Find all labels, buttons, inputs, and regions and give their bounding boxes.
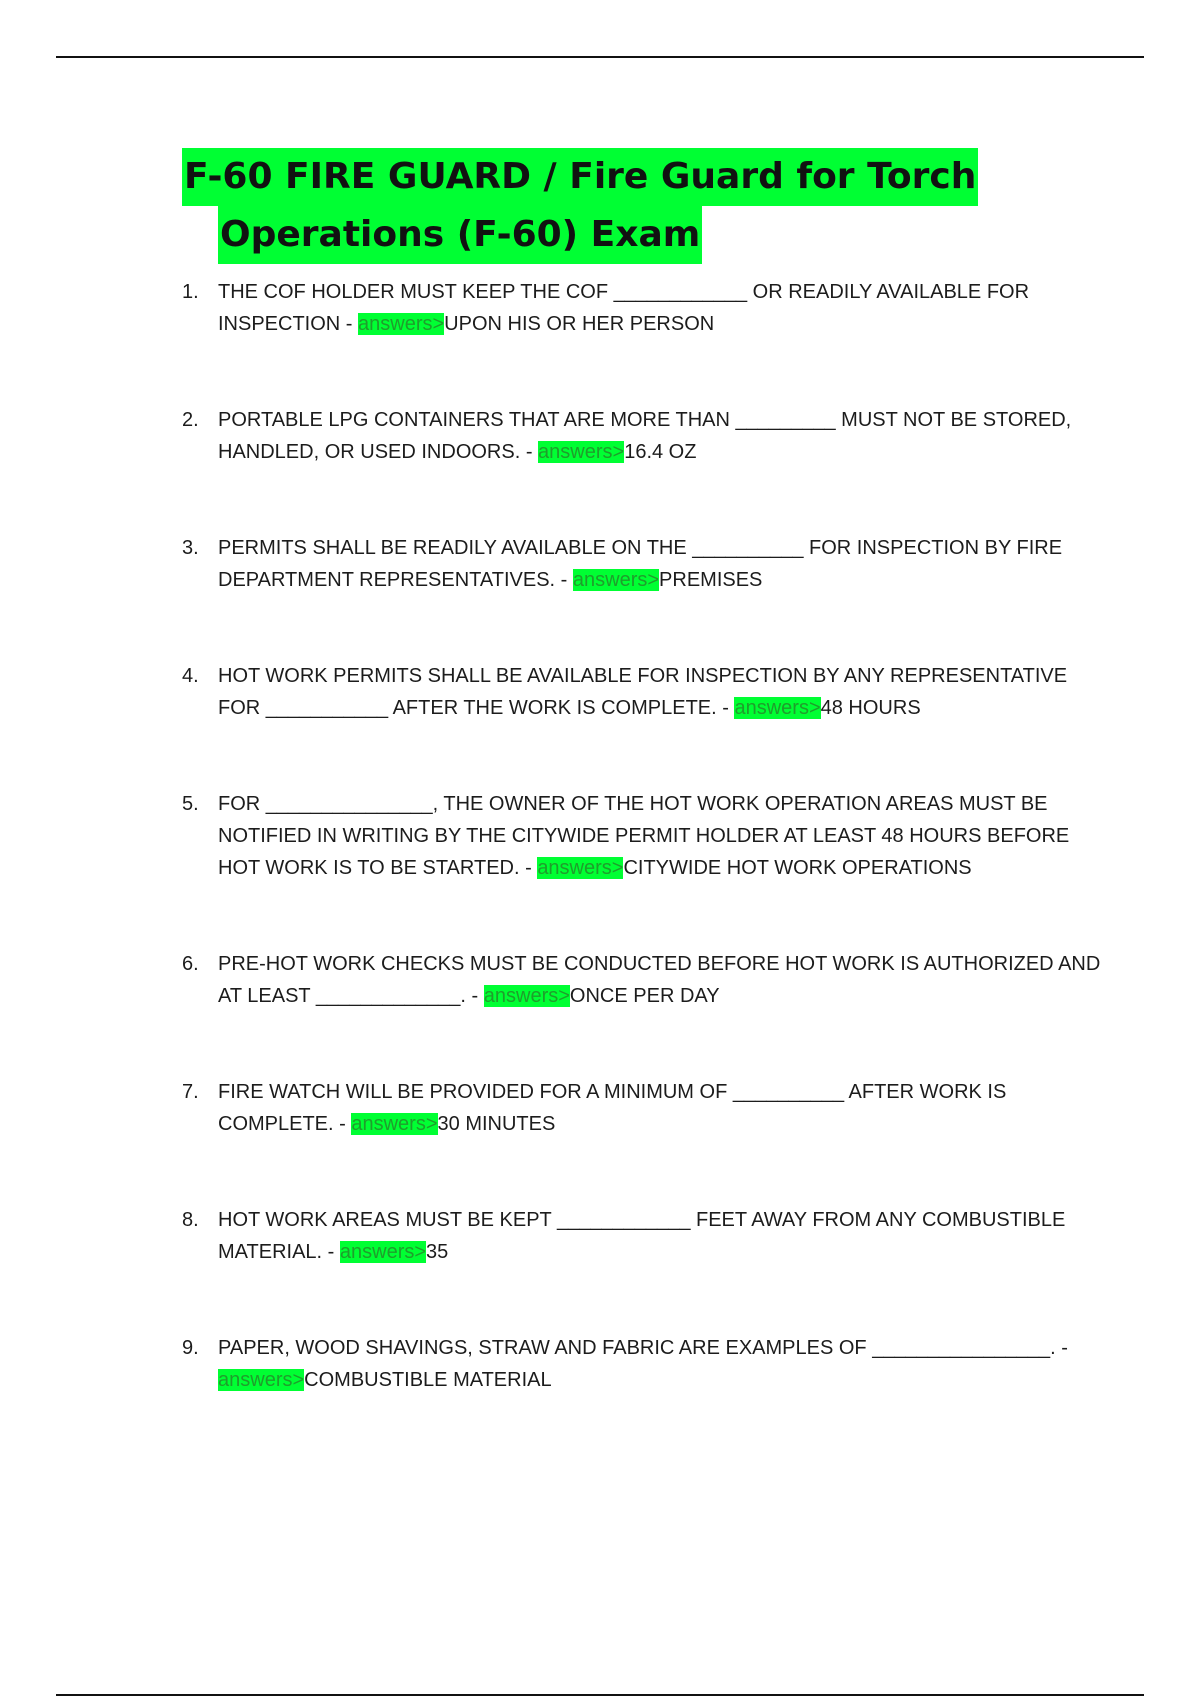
- answer-text: COMBUSTIBLE MATERIAL: [304, 1369, 552, 1391]
- answer-text: 48 HOURS: [820, 697, 921, 719]
- question-text: FIRE WATCH WILL BE PROVIDED FOR A MINIMUM OF __________ AFTER WORK IS COMPLETE. -: [218, 1081, 1007, 1135]
- question-item: [182, 948, 1102, 1012]
- question-text: HOT WORK PERMITS SHALL BE AVAILABLE FOR INSPECTION BY ANY REPRESENTATIVE FOR ___________ AFTER THE WORK IS COMPLETE. -: [218, 665, 1068, 719]
- title-line-1: F-60 FIRE GUARD / Fire Guard for Torch: [182, 148, 978, 206]
- question-text: PAPER, WOOD SHAVINGS, STRAW AND FABRIC ARE EXAMPLES OF ________________. -: [218, 1337, 1068, 1359]
- answer-text: CITYWIDE HOT WORK OPERATIONS: [623, 857, 972, 879]
- question-item: [182, 276, 1102, 340]
- answer-marker: answers>: [358, 313, 445, 335]
- answer-text: PREMISES: [659, 569, 763, 591]
- answer-text: 30 MINUTES: [437, 1113, 556, 1135]
- question-number: 1.: [182, 281, 199, 303]
- answer-marker: answers>: [351, 1113, 438, 1135]
- answer-text: ONCE PER DAY: [569, 985, 720, 1007]
- question-text: THE COF HOLDER MUST KEEP THE COF ____________ OR READILY AVAILABLE FOR INSPECTION -: [218, 281, 1030, 335]
- question-item: [182, 788, 1102, 884]
- title-line-2: Operations (F-60) Exam: [218, 206, 702, 264]
- answer-marker: answers>: [538, 441, 625, 463]
- question-number: 8.: [182, 1209, 199, 1231]
- question-number: 2.: [182, 409, 199, 431]
- question-number: 9.: [182, 1337, 199, 1359]
- answer-marker: answers>: [218, 1369, 305, 1391]
- question-item: [182, 404, 1102, 468]
- question-list: [182, 276, 1102, 1460]
- question-item: [182, 1076, 1102, 1140]
- question-item: [182, 1332, 1102, 1396]
- question-item: [182, 660, 1102, 724]
- question-item: [182, 532, 1102, 596]
- question-number: 6.: [182, 953, 199, 975]
- answer-marker: answers>: [572, 569, 660, 591]
- answer-text: 35: [426, 1241, 449, 1263]
- answer-marker: answers>: [483, 985, 570, 1007]
- question-number: 7.: [182, 1081, 199, 1103]
- bottom-rule: [56, 1694, 1144, 1696]
- answer-marker: answers>: [339, 1241, 427, 1263]
- answer-text: 16.4 OZ: [624, 441, 697, 463]
- question-text: PORTABLE LPG CONTAINERS THAT ARE MORE THAN _________ MUST NOT BE STORED, HANDLED, OR USED INDOORS. -: [218, 409, 1072, 463]
- question-text: FOR _______________, THE OWNER OF THE HOT WORK OPERATION AREAS MUST BE NOTIFIED IN WRITING BY THE CITYWIDE PERMIT HOLDER AT LEAST 48 HOURS BEFORE HOT WORK IS TO BE STARTED. -: [218, 793, 1070, 879]
- question-item: [182, 1204, 1102, 1268]
- question-text: PERMITS SHALL BE READILY AVAILABLE ON THE __________ FOR INSPECTION BY FIRE DEPARTMENT REPRESENTATIVES. -: [218, 537, 1063, 591]
- answer-marker: answers>: [537, 857, 624, 879]
- question-text: HOT WORK AREAS MUST BE KEPT ____________ FEET AWAY FROM ANY COMBUSTIBLE MATERIAL. -: [218, 1209, 1066, 1263]
- question-number: 3.: [182, 537, 199, 559]
- answer-text: UPON HIS OR HER PERSON: [444, 313, 715, 335]
- answer-marker: answers>: [734, 697, 821, 719]
- question-text: PRE-HOT WORK CHECKS MUST BE CONDUCTED BEFORE HOT WORK IS AUTHORIZED AND AT LEAST _____________. -: [218, 953, 1101, 1007]
- page-title: [182, 148, 1082, 264]
- question-number: 4.: [182, 665, 199, 687]
- top-rule: [56, 56, 1144, 58]
- question-number: 5.: [182, 793, 199, 815]
